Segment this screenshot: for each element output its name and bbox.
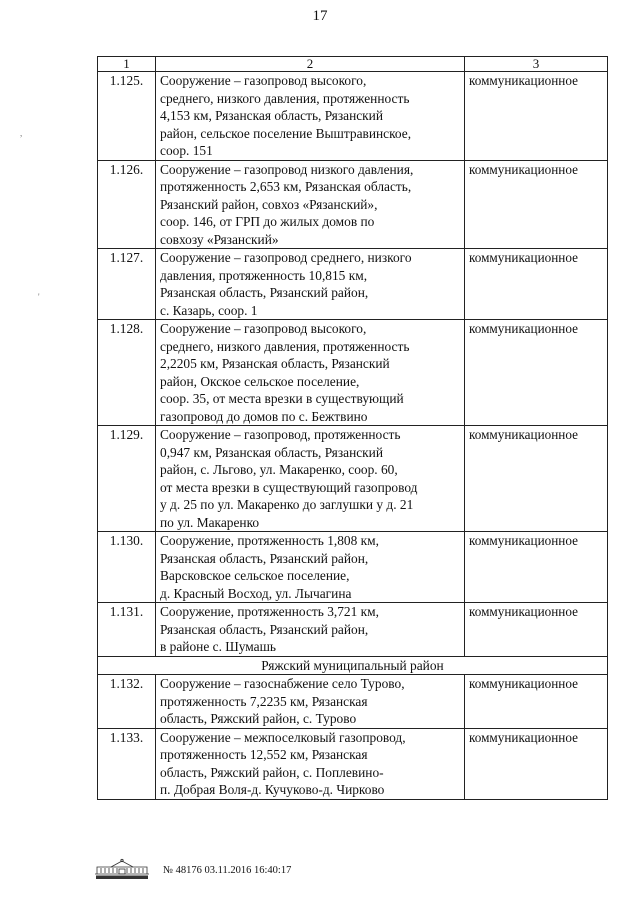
table-row	[98, 320, 608, 426]
description-line: по ул. Макаренко	[160, 514, 260, 530]
description-line: у д. 25 по ул. Макаренко до заглушки у д. 21	[160, 497, 414, 512]
description-line: соор. 151	[160, 143, 213, 158]
description-line: Рязанская область, Рязанский район,	[160, 621, 369, 637]
table-row	[98, 426, 608, 532]
description-line: Сооружение – газопровод, протяженность	[160, 427, 401, 442]
item-number: 1.126.	[98, 160, 156, 249]
description-line: Рязанская область, Рязанский район,	[160, 285, 369, 300]
item-number: 1.132.	[98, 675, 156, 729]
item-number: 1.125.	[98, 72, 156, 161]
column-header-1: 1	[98, 57, 156, 72]
document-stamp: № 48176 03.11.2016 16:40:17	[163, 865, 292, 876]
description-line: Сооружение – газопровод низкого давления,	[160, 161, 414, 177]
section-header-row	[98, 656, 608, 675]
government-building-seal-icon	[93, 858, 151, 880]
item-number: 1.131.	[98, 603, 156, 657]
table-row	[98, 72, 608, 161]
table-row	[98, 675, 608, 729]
description-line: соор. 35, от места врезки в существующий	[160, 391, 404, 406]
item-kind: коммуникационное	[465, 160, 608, 249]
description-line: 2,2205 км, Рязанская область, Рязанский	[160, 356, 390, 371]
item-description	[156, 603, 465, 657]
section-title: Ряжский муниципальный район	[98, 656, 608, 675]
description-line: протяженность 7,2235 км, Рязанская	[160, 693, 368, 709]
item-number: 1.133.	[98, 728, 156, 799]
item-description	[156, 675, 465, 729]
margin-mark: ,	[20, 128, 23, 138]
description-line: протяженность 12,552 км, Рязанская	[160, 747, 368, 762]
description-line: Сооружение – межпоселковый газопровод,	[160, 729, 406, 745]
section-row-group	[98, 656, 608, 675]
item-description	[156, 728, 465, 799]
column-header-3: 3	[465, 57, 608, 72]
table-header-row	[98, 57, 608, 72]
description-line: Сооружение, протяженность 1,808 км,	[160, 533, 379, 548]
item-kind: коммуникационное	[465, 603, 608, 657]
description-line: Сооружение – газопровод высокого,	[160, 73, 367, 88]
description-line: район, Окское сельское поселение,	[160, 373, 360, 389]
table-row	[98, 249, 608, 320]
description-line: в районе с. Шумашь	[160, 639, 277, 654]
description-line: среднего, низкого давления, протяженность	[160, 338, 410, 354]
description-line: п. Добрая Воля-д. Кучуково-д. Чирково	[160, 782, 385, 797]
item-description	[156, 532, 465, 603]
item-kind: коммуникационное	[465, 320, 608, 426]
item-kind: коммуникационное	[465, 728, 608, 799]
description-line: протяженность 2,653 км, Рязанская область,	[160, 179, 412, 194]
description-line: от места врезки в существующий газопровод	[160, 479, 418, 495]
item-description	[156, 320, 465, 426]
item-number: 1.129.	[98, 426, 156, 532]
table-row	[98, 160, 608, 249]
item-kind: коммуникационное	[465, 426, 608, 532]
document-footer	[93, 858, 413, 880]
description-line: соор. 146, от ГРП до жилых домов по	[160, 214, 375, 229]
table-body-ryazhsky	[98, 675, 608, 800]
item-description	[156, 72, 465, 161]
registry-table	[97, 56, 608, 800]
description-line: район, сельское поселение Выштравинское,	[160, 125, 412, 141]
item-number: 1.130.	[98, 532, 156, 603]
description-line: совхозу «Рязанский»	[160, 231, 279, 247]
description-line: 0,947 км, Рязанская область, Рязанский	[160, 444, 384, 460]
description-line: Сооружение – газопровод среднего, низкого	[160, 250, 412, 265]
margin-mark: '	[38, 292, 40, 302]
item-kind: коммуникационное	[465, 675, 608, 729]
item-number: 1.127.	[98, 249, 156, 320]
table-row	[98, 532, 608, 603]
item-number: 1.128.	[98, 320, 156, 426]
description-line: область, Ряжский район, с. Поплевино-	[160, 764, 384, 780]
item-description	[156, 426, 465, 532]
column-header-2: 2	[156, 57, 465, 72]
description-line: среднего, низкого давления, протяженность	[160, 90, 410, 106]
description-line: газопровод до домов по с. Бежтвино	[160, 408, 368, 424]
item-kind: коммуникационное	[465, 532, 608, 603]
description-line: давления, протяженность 10,815 км,	[160, 267, 368, 283]
item-kind: коммуникационное	[465, 249, 608, 320]
table-row	[98, 728, 608, 799]
description-line: Сооружение – газопровод высокого,	[160, 321, 367, 336]
description-line: Варсковское сельское поселение,	[160, 568, 350, 583]
description-line: район, с. Льгово, ул. Макаренко, соор. 60,	[160, 462, 398, 477]
description-line: 4,153 км, Рязанская область, Рязанский	[160, 108, 384, 123]
description-line: область, Ряжский район, с. Турово	[160, 711, 357, 726]
table-row	[98, 603, 608, 657]
page-number: 17	[312, 8, 328, 24]
item-kind: коммуникационное	[465, 72, 608, 161]
table-body-rayon	[98, 72, 608, 657]
description-line: Рязанская область, Рязанский район,	[160, 550, 369, 566]
description-line: Сооружение – газоснабжение село Турово,	[160, 676, 405, 691]
description-line: Сооружение, протяженность 3,721 км,	[160, 604, 379, 619]
item-description	[156, 249, 465, 320]
item-description	[156, 160, 465, 249]
description-line: д. Красный Восход, ул. Лычагина	[160, 585, 352, 601]
description-line: с. Казарь, соор. 1	[160, 302, 258, 318]
description-line: Рязанский район, совхоз «Рязанский»,	[160, 196, 378, 212]
